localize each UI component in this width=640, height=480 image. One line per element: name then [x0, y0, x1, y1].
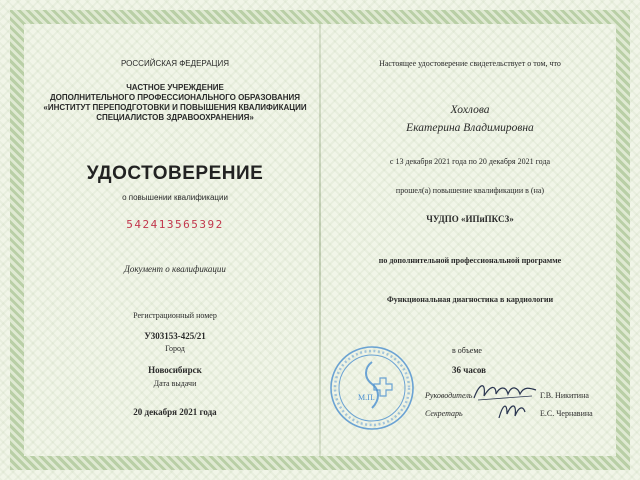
reg-number-label: Регистрационный номер [133, 311, 217, 320]
official-stamp [328, 344, 416, 432]
org-line-3: «ИНСТИТУТ ПЕРЕПОДГОТОВКИ И ПОВЫШЕНИЯ КВАЛИФИКАЦИИ [43, 103, 307, 112]
program-label: по дополнительной профессиональной программе [378, 256, 562, 265]
secretary-label: Секретарь [425, 409, 463, 418]
recipient-surname: Хохлова [450, 104, 490, 116]
head-label: Руководитель [425, 391, 473, 400]
intro-text: Настоящее удостоверение свидетельствует о том, что [379, 59, 561, 68]
institution-name: ЧУДПО «ИПиПКСЗ» [426, 214, 514, 224]
certificate-subtitle: о повышении квалификации [122, 193, 228, 202]
head-name: Г.В. Никитина [540, 391, 589, 400]
passed-text: прошел(а) повышение квалификации в (на) [395, 186, 545, 195]
certificate-title: УДОСТОВЕРЕНИЕ [86, 163, 264, 184]
program-name: Функциональная диагностика в кардиологии [386, 295, 554, 304]
volume-label: в объеме [452, 346, 482, 355]
org-line-2: ДОПОЛНИТЕЛЬНОГО ПРОФЕССИОНАЛЬНОГО ОБРАЗОВАНИЯ [49, 93, 301, 102]
reg-number: У303153-425/21 [144, 331, 206, 341]
issue-date: 20 декабря 2021 года [133, 407, 217, 417]
federation-label: РОССИЙСКАЯ ФЕДЕРАЦИЯ [121, 59, 229, 68]
issue-date-label: Дата выдачи [153, 379, 197, 388]
training-period: с 13 декабря 2021 года по 20 декабря 2021 года [389, 157, 551, 166]
city-value: Новосибирск [148, 365, 202, 375]
serial-number: 542413565392 [126, 218, 224, 231]
secretary-name: Е.С. Чернавина [540, 409, 593, 418]
hours-value: 36 часов [452, 365, 486, 375]
stamp-text: М.П. [358, 393, 375, 402]
recipient-given-names: Екатерина Владимировна [406, 122, 534, 134]
city-label: Город [165, 344, 185, 353]
secretary-signature [495, 398, 529, 422]
document-type: Документ о квалификации [124, 264, 226, 274]
org-line-4: СПЕЦИАЛИСТОВ ЗДРАВООХРАНЕНИЯ» [96, 113, 254, 122]
org-line-1: ЧАСТНОЕ УЧРЕЖДЕНИЕ [126, 83, 224, 92]
